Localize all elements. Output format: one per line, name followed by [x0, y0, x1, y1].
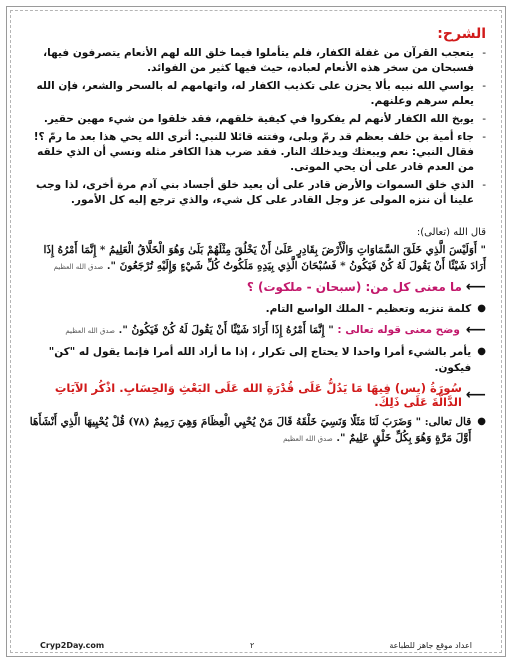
footer-prepared-by: اعداد موقع جاهز للطباعة: [389, 641, 472, 650]
question-2: ⟵ وضح معنى قوله تعالى : " إِنَّمَا أَمْرُهُ إِذَا أَرَادَ شَيْئًا أَنْ يَقُولَ لَهُ كُنْ فَيَكُونُ ". صدق الله العظيم: [65, 322, 486, 338]
quran-verse: " أَوَلَيْسَ الَّذِي خَلَقَ السَّمَاوَاتِ وَالْأَرْضَ بِقَادِرٍ عَلَىٰ أَنْ يَخْلُقَ مِثْلَهُمْ بَلَىٰ وَهُوَ الْخَلَّاقُ الْعَلِيمُ * إِنَّمَا أَمْرُهُ إِذَا أَرَادَ شَيْئًا أَنْ يَقُولَ لَهُ كُنْ فَيَكُونُ * فَسُبْحَانَ الَّذِي بِيَدِهِ مَلَكُوتُ كُلِّ شَيْءٍ وَإِلَيْهِ تُرْجَعُونَ ". صدق الله العظيم: [43, 244, 486, 272]
answer-1: ● كلمة تنزيه وتعظيم - الملك الواسع التام.: [265, 303, 486, 315]
arrow-left-icon: ⟵: [465, 387, 486, 403]
paragraph: - يوبخ الله الكفار لأنهم لم يفكروا في كيفية خلقهم، فقد خلقوا من شيء مهين حقير.: [43, 113, 486, 125]
page-footer: [0, 641, 512, 655]
paragraph: - يواسي الله نبيه بألا يحزن على تكذيب الكفار له، واتهامهم له بالسحر والشعر، فإن الله يعلم سرهم وعلنهم.: [36, 80, 486, 107]
question-3: ⟵ سُورَةُ (يس) فِيهَا مَا يَدُلُّ عَلَى قُدْرَةِ الله عَلَى البَعْثِ وَالحِسَابِ. اذْكُر الآيَاتِ الدَّالَّةَ عَلَى ذَلِكَ.: [54, 381, 486, 409]
section-heading: الشرح:: [437, 26, 486, 42]
sadaqa-label: صدق الله العظيم: [53, 263, 104, 271]
bullet-icon: ●: [477, 346, 486, 357]
arrow-left-icon: ⟵: [465, 322, 486, 338]
bullet-icon: ●: [477, 303, 486, 314]
paragraph: - جاء أمية بن خلف بعظم قد رمّ وبلى، وفتته قائلا للنبي: أترى الله يحي هذا بعد ما رمّ ؟! فقال النبي: نعم ويبعثك ويدخلك النار. فقد ضرب هذا الكافر مثله ونسي أن الذي خلقه من العدم قادر على أن يحي الموتى.: [33, 131, 486, 173]
bullet-icon: ●: [477, 416, 486, 427]
paragraph: - يتعجب القرآن من غفلة الكفار، فلم يتأملوا فيما خلق الله لهم الأنعام يتصرفون فيها، فسبحان من سخر هذه الأنعام لعباده، حيث فيها كثير من الفوائد.: [43, 47, 486, 74]
answer-2: ● يأمر بالشيء أمرا واحدا لا يحتاج إلى تكرار ، إذا ما أراد الله أمرا فإنما يقول له "كن" فيكون.: [48, 346, 486, 374]
answer-3: ● قال تعالى: " وَضَرَبَ لَنَا مَثَلًا وَنَسِيَ خَلْقَهُ قَالَ مَنْ يُحْيِي الْعِظَامَ وَهِيَ رَمِيمٌ (٧٨) قُلْ يُحْيِيهَا الَّذِي أَنْشَأَهَا أَوَّلَ مَرَّةٍ وَهُوَ بِكُلِّ خَلْقٍ عَلِيمٌ ". صدق الله العظيم: [26, 414, 486, 447]
page-number: ٢: [250, 641, 255, 650]
paragraph: - الذي خلق السموات والأرض قادر على أن يعيد خلق أجساد بني آدم مرة أخرى، لذا وجب علينا أن ننزه المولى عز وجل القادر على كل شيء، والذي ترجع إليه كل الأمور.: [35, 179, 486, 206]
document-body: [26, 26, 486, 633]
quote-title: قال الله (تعالى):: [416, 227, 486, 238]
footer-site: Cryp2Day.com: [40, 641, 105, 650]
question-1: ⟵ ما معنى كل من: (سبحان - ملكوت) ؟: [246, 279, 486, 295]
arrow-left-icon: ⟵: [465, 279, 486, 295]
